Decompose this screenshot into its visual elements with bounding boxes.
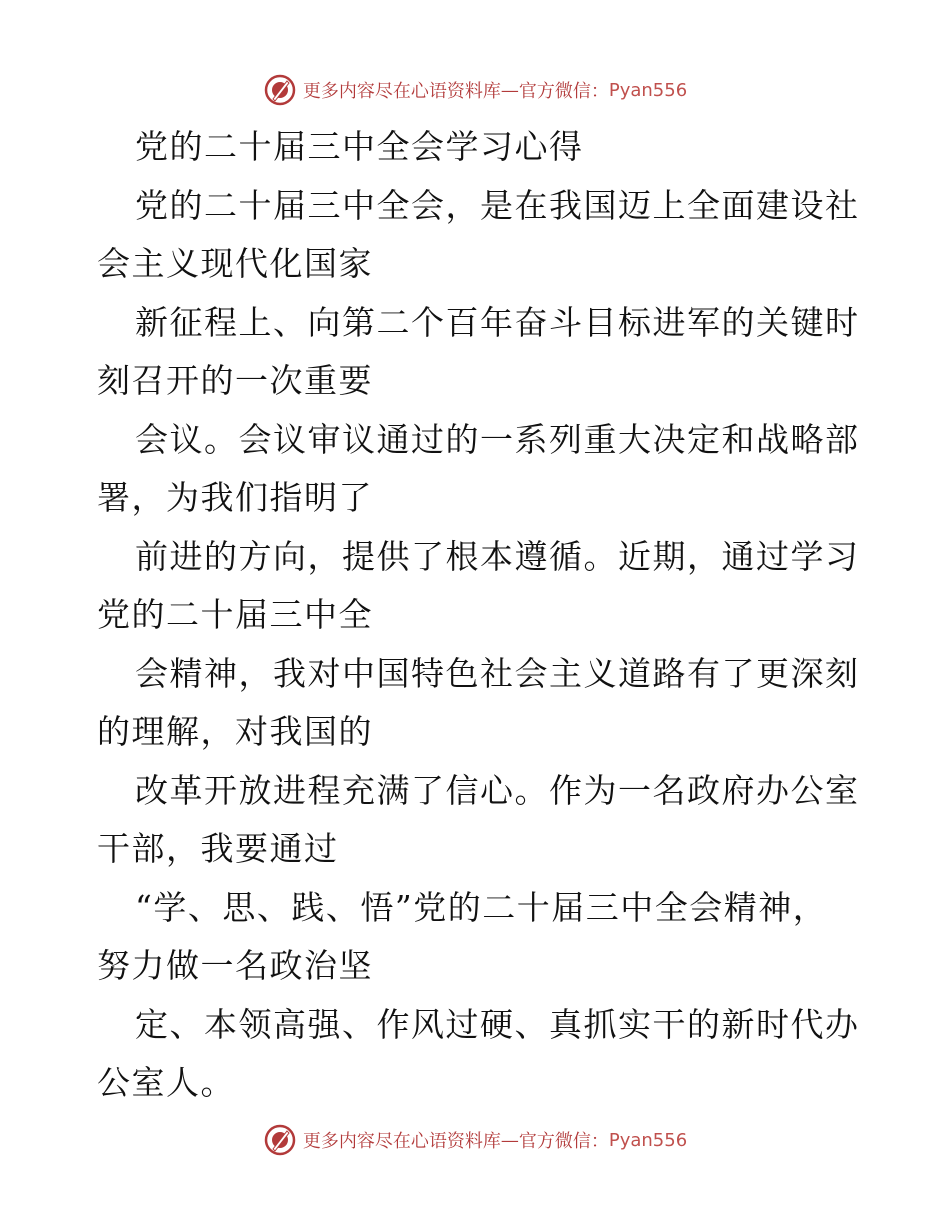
- text-line: 的理解，对我国的: [97, 712, 373, 751]
- text-line: 署，为我们指明了: [97, 478, 373, 517]
- watermark-text: 更多内容尽在心语资料库: [302, 1131, 501, 1152]
- document-body: [97, 118, 860, 1113]
- document-title: 党的二十届三中全会学习心得: [135, 127, 584, 166]
- text-line: 公室人。: [97, 1063, 235, 1102]
- paragraph-lines: [97, 177, 860, 1113]
- text-line: “学、思、践、悟”党的二十届三中全会精神，: [135, 887, 828, 927]
- text-line: 干部，我要通过: [97, 829, 339, 868]
- text-line: 前进的方向，提供了根本遵循。近期，通过学习: [135, 536, 860, 576]
- text-line: 会主义现代化国家: [97, 244, 373, 283]
- watermark-wechat-id: Pyan556: [608, 1129, 688, 1151]
- text-line: 会议。会议审议通过的一系列重大决定和战略部: [135, 419, 860, 459]
- watermark-label: 官方微信：: [518, 81, 609, 102]
- text-line: 改革开放进程充满了信心。作为一名政府办公室: [135, 770, 860, 810]
- watermark-footer: [0, 1120, 950, 1160]
- watermark-label: 官方微信：: [518, 1131, 609, 1152]
- quill-logo-icon: [263, 1123, 297, 1157]
- watermark-separator: —: [500, 1129, 519, 1151]
- watermark-header: [0, 70, 950, 110]
- text-line: 党的二十届三中全: [97, 595, 373, 634]
- text-line: 定、本领高强、作风过硬、真抓实干的新时代办: [135, 1004, 860, 1044]
- watermark-wechat-id: Pyan556: [608, 79, 688, 101]
- watermark-text: 更多内容尽在心语资料库: [302, 81, 501, 102]
- quill-logo-icon: [263, 73, 297, 107]
- text-line: 努力做一名政治坚: [97, 946, 373, 985]
- text-line: 新征程上、向第二个百年奋斗目标进军的关键时: [135, 302, 860, 342]
- watermark-separator: —: [500, 79, 519, 101]
- text-line: 会精神，我对中国特色社会主义道路有了更深刻: [135, 653, 860, 693]
- text-line: 党的二十届三中全会，是在我国迈上全面建设社: [135, 185, 860, 225]
- text-line: 刻召开的一次重要: [97, 361, 373, 400]
